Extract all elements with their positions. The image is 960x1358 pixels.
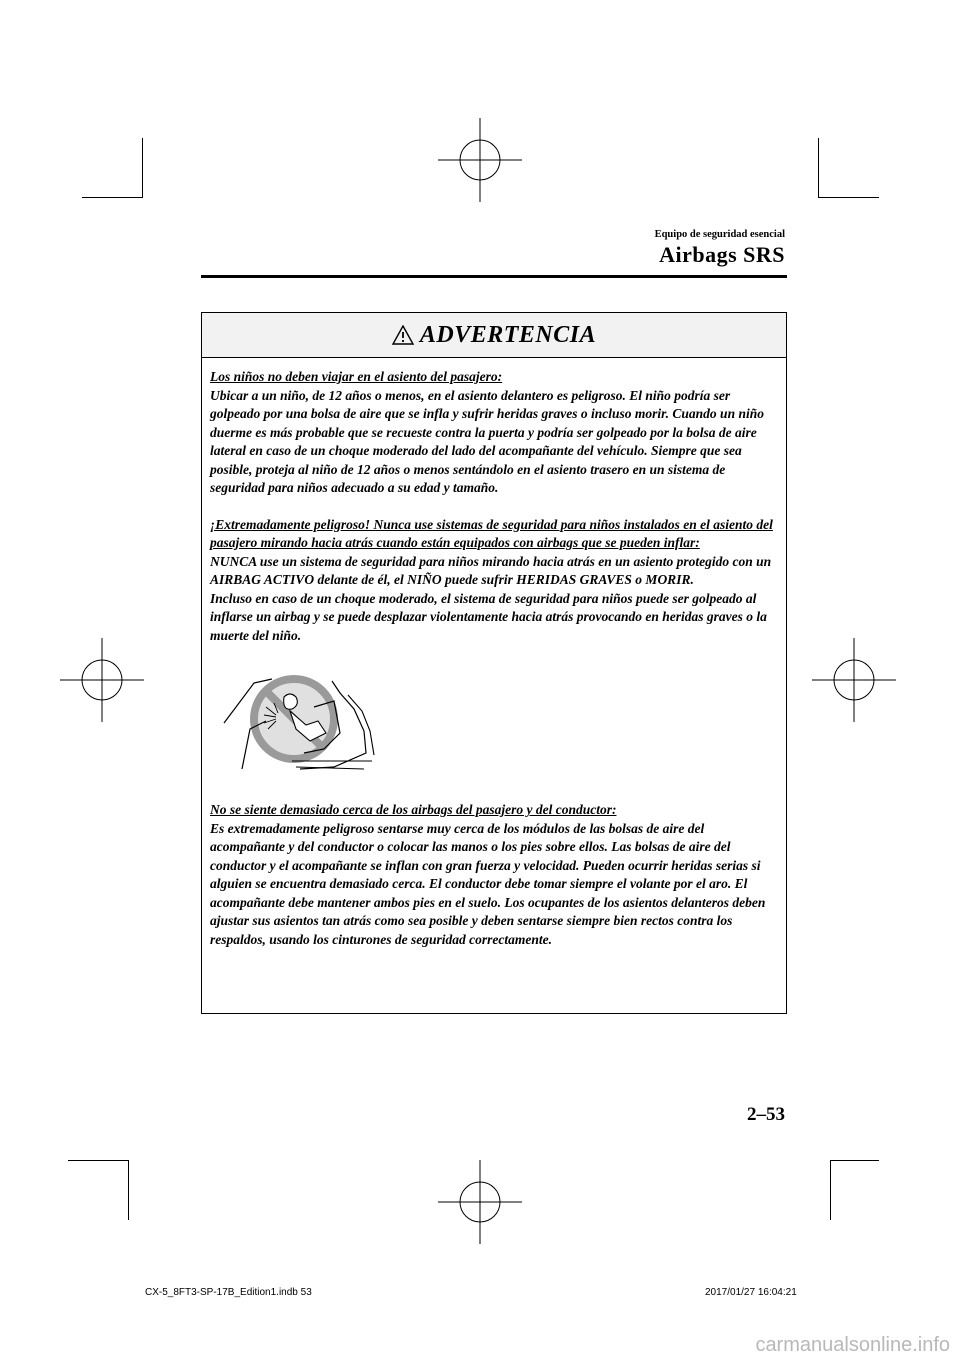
warning-box <box>201 312 787 1014</box>
warning-body <box>202 358 786 949</box>
footer-file-info: CX-5_8FT3-SP-17B_Edition1.indb 53 <box>145 1287 312 1298</box>
warning-triangle-icon <box>392 325 414 345</box>
section-label: Equipo de seguridad esencial <box>654 229 785 240</box>
prohibited-rear-facing-child-seat-icon <box>214 671 384 771</box>
warning-paragraph: NUNCA use un sistema de seguridad para niños mirando hacia atrás en un asiento protegido con un AIRBAG ACTIVO delante de él, el NIÑO puede sufrir HERIDAS GRAVES o MORIR. <box>210 553 772 587</box>
registration-target-icon <box>438 1160 522 1244</box>
crop-mark <box>831 1160 879 1161</box>
crop-mark <box>830 1160 831 1220</box>
crop-mark <box>82 197 142 198</box>
watermark: carmanualsonline.info <box>755 1334 950 1356</box>
warning-title: ADVERTENCIA <box>419 321 597 348</box>
warning-paragraph: Incluso en caso de un choque moderado, el sistema de seguridad para niños puede ser golpeado al inflarse un airbag y se puede desplazar violentamente hacia atrás provocando en heridas graves o la muerte del niño. <box>210 590 767 643</box>
registration-target-icon <box>812 638 896 722</box>
warning-heading-sit-close: No se siente demasiado cerca de los airbags del pasajero y del conductor: <box>210 802 617 817</box>
crop-mark <box>818 138 819 198</box>
warning-header <box>202 313 786 358</box>
footer-timestamp: 2017/01/27 16:04:21 <box>705 1287 797 1298</box>
page-title: Airbags SRS <box>659 242 785 267</box>
header-rule <box>201 275 787 278</box>
warning-heading-rear-facing-seat: ¡Extremadamente peligroso! Nunca use sistemas de seguridad para niños instalados en el asiento del pasajero mirando hacia atrás cuando están equipados con airbags que se pueden inflar: <box>210 516 773 550</box>
warning-illustration <box>210 645 778 801</box>
warning-heading-children-front-seat: Los niños no deben viajar en el asiento del pasajero: <box>210 369 503 384</box>
crop-mark <box>128 1160 129 1220</box>
page-number: 2–53 <box>747 1104 785 1125</box>
registration-target-icon <box>60 638 144 722</box>
crop-mark <box>142 138 143 198</box>
crop-mark <box>819 197 879 198</box>
warning-paragraph: Ubicar a un niño, de 12 años o menos, en el asiento delantero es peligroso. El niño podría ser golpeado por una bolsa de aire que se infla y sufrir heridas graves o incluso morir. Cuando un niño duerme es más probable que se recueste contra la puerta y podría ser golpeado por la bolsa de aire lateral en caso de un choque moderado del lado del acompañante del vehículo. Siempre que sea posible, proteja al niño de 12 años o menos sentándolo en el asiento trasero en un sistema de seguridad para niños adecuado a su edad y tamaño. <box>210 387 764 495</box>
crop-mark <box>68 1160 128 1161</box>
registration-target-icon <box>438 118 522 202</box>
warning-paragraph: Es extremadamente peligroso sentarse muy cerca de los módulos de las bolsas de aire del acompañante y del conductor o colocar las manos o los pies sobre ellos. Las bolsas de aire del conductor y el acompañante se inflan con gran fuerza y velocidad. Pueden ocurrir heridas serias si alguien se encuentra demasiado cerca. El conductor debe tomar siempre el volante por el aro. El acompañante debe mantener ambos pies en el suelo. Los ocupantes de los asientos delanteros deben ajustar sus asientos tan atrás como sea posible y deben sentarse siempre bien rectos contra los respaldos, usando los cinturones de seguridad correctamente. <box>210 820 766 947</box>
